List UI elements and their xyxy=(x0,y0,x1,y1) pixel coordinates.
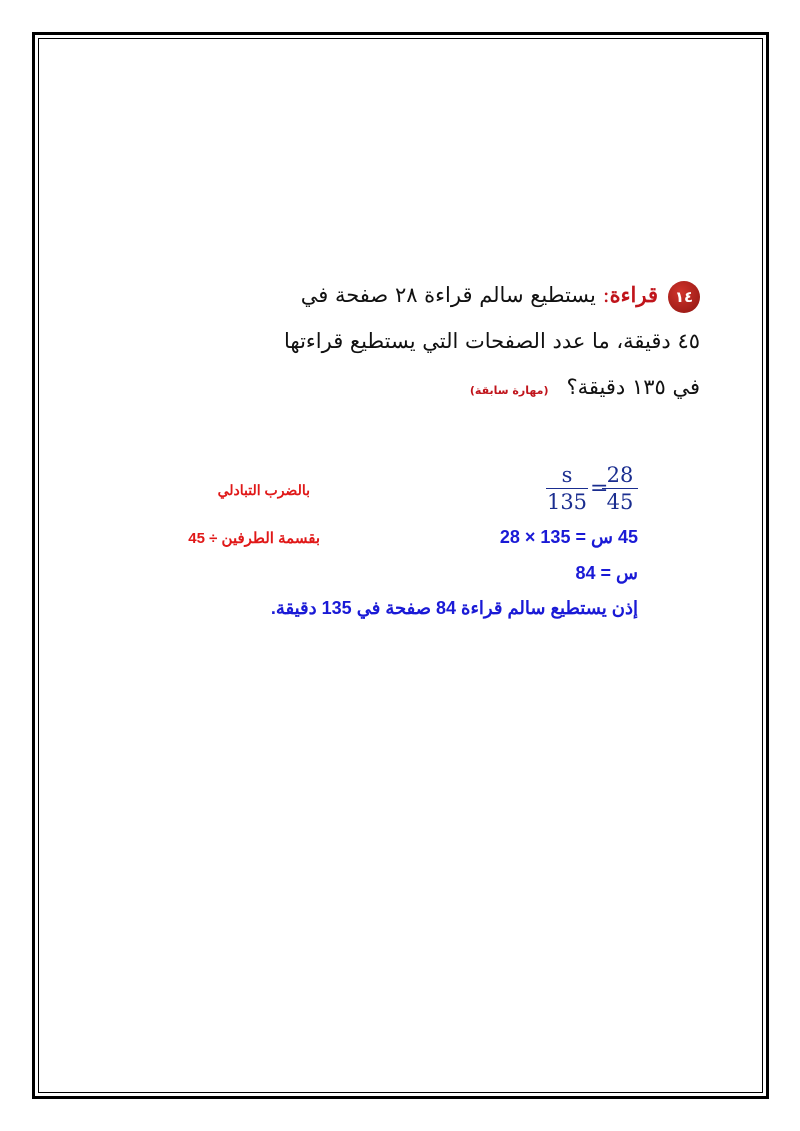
fraction-right-denominator: 45 xyxy=(606,490,634,514)
solution-step-2: س = 84 xyxy=(575,563,638,583)
problem-line-1 xyxy=(280,272,700,318)
divide-note: بقسمة الطرفين ÷ 45 xyxy=(188,530,320,547)
page-border-inner xyxy=(38,38,763,1093)
fraction-left-denominator: 135 xyxy=(546,490,588,514)
fraction-right-numerator: 28 xyxy=(606,463,634,487)
problem-keyword: قراءة xyxy=(609,282,658,307)
solution-step-1: 45 س = 135 × 28 xyxy=(499,527,638,547)
equals-sign: = xyxy=(590,476,609,501)
keyword-separator: : xyxy=(602,283,610,307)
problem-line-3-text: في ١٣٥ دقيقة؟ xyxy=(566,375,700,399)
problem-number-badge: ١٤ xyxy=(668,281,700,313)
fraction-left-numerator: s xyxy=(561,463,573,487)
problem-statement xyxy=(280,272,700,410)
problem-line-1-text: يستطيع سالم قراءة ٢٨ صفحة في xyxy=(300,283,596,307)
solution-conclusion: إذن يستطيع سالم قراءة 84 صفحة في 135 دقيقة. xyxy=(270,598,638,618)
problem-line-2-text: ٤٥ دقيقة، ما عدد الصفحات التي يستطيع قراءتها xyxy=(283,329,700,353)
cross-multiply-note: بالضرب التبادلي xyxy=(217,482,310,498)
proportion-equation xyxy=(546,462,638,518)
fraction-left xyxy=(546,462,588,515)
fraction-right xyxy=(602,462,638,515)
problem-line-2 xyxy=(280,318,700,364)
skill-tag: (مهارة سابقة) xyxy=(469,384,549,397)
problem-line-3 xyxy=(280,364,700,410)
